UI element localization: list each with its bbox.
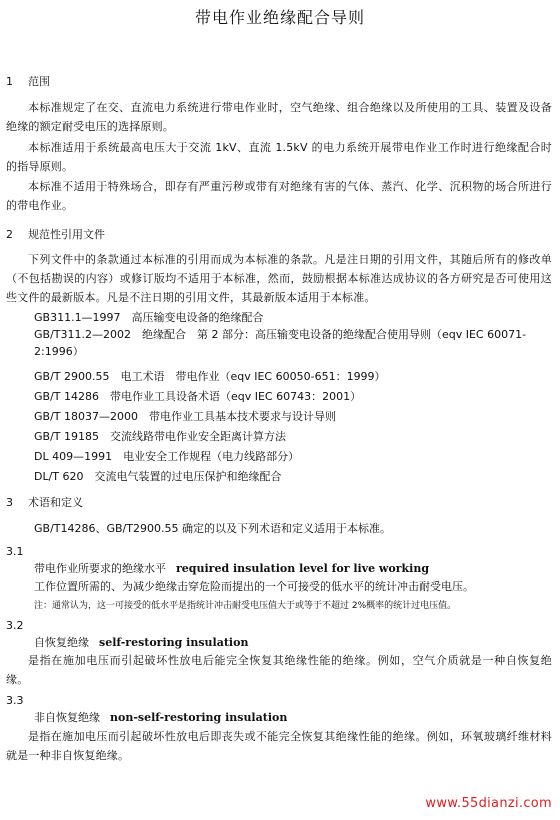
section-number: 3 — [6, 496, 13, 509]
section-1-paragraph-3: 本标准不适用于特殊场合，即存有严重污秽或带有对绝缘有害的气体、蒸汽、化学、沉积物的场合所进行的带电作业。 — [6, 180, 552, 212]
section-3-heading — [6, 496, 83, 510]
section-title: 范围 — [28, 75, 50, 88]
reference-item: GB/T 19185 交流线路带电作业安全距离计算方法 — [34, 430, 286, 443]
section-number: 1 — [6, 75, 13, 88]
section-number: 2 — [6, 228, 13, 241]
term-title — [34, 636, 248, 650]
reference-item: GB311.1—1997 高压输变电设备的绝缘配合 — [34, 311, 264, 324]
term-zh: 自恢复绝缘 — [34, 636, 89, 649]
reference-item: GB/T311.2—2002 绝缘配合 第 2 部分：高压输变电设备的绝缘配合使用导则（eqv IEC 60071-2:1996） — [34, 328, 527, 358]
section-title: 术语和定义 — [28, 496, 83, 509]
document-title: 带电作业绝缘配合导则 — [194, 8, 365, 27]
term-number: 3.2 — [6, 619, 24, 632]
term-definition: 工作位置所需的、为减少绝缘击穿危险而提出的一个可接受的低水平的统计冲击耐受电压。 — [34, 580, 474, 593]
site-watermark: www.55dianzi.com — [425, 796, 552, 811]
term-title — [34, 562, 429, 576]
reference-item: DL/T 620 交流电气装置的过电压保护和绝缘配合 — [34, 470, 282, 483]
term-title — [34, 711, 287, 725]
term-definition: 是指在施加电压而引起破坏性放电后能完全恢复其绝缘性能的绝缘。例如，空气介质就是一种自恢复绝缘。 — [6, 654, 552, 686]
section-1-heading — [6, 75, 50, 89]
term-number: 3.3 — [6, 694, 24, 707]
section-3-intro: GB/T14286、GB/T2900.55 确定的以及下列术语和定义适用于本标准。 — [34, 522, 391, 535]
term-note: 注：通常认为，这一可接受的低水平是指统计冲击耐受电压值大于或等于不超过 2%概率的统计过电压值。 — [34, 601, 457, 611]
term-en: required insulation level for live working — [176, 562, 430, 575]
term-en: self-restoring insulation — [99, 636, 249, 649]
section-title: 规范性引用文件 — [28, 228, 105, 241]
term-en: non-self-restoring insulation — [110, 711, 288, 724]
term-zh: 非自恢复绝缘 — [34, 711, 100, 724]
reference-item: GB/T 2900.55 电工术语 带电作业（eqv IEC 60050-651：1999） — [34, 370, 386, 383]
reference-item: GB/T 18037—2000 带电作业工具基本技术要求与设计导则 — [34, 410, 336, 423]
section-1-paragraph-2: 本标准适用于系统最高电压大于交流 1kV、直流 1.5kV 的电力系统开展带电作业工作时进行绝缘配合时的指导原则。 — [6, 141, 552, 173]
reference-item: GB/T 14286 带电作业工具设备术语（eqv IEC 60743：2001） — [34, 390, 362, 403]
reference-item-wrapped — [6, 326, 554, 360]
term-zh: 带电作业所要求的绝缘水平 — [34, 562, 166, 575]
reference-item: DL 409—1991 电业安全工作规程（电力线路部分） — [34, 450, 300, 463]
section-2-intro: 下列文件中的条款通过本标准的引用而成为本标准的条款。凡是注日期的引用文件，其随后所有的修改单（不包括勘误的内容）或修订版均不适用于本标准，然而，鼓励根据本标准达成协议的各方研究是否可使用这些文件的最新版本。凡是不注日期的引用文件，其最新版本适用于本标准。 — [6, 253, 552, 304]
term-number: 3.1 — [6, 545, 24, 558]
term-definition: 是指在施加电压而引起破坏性放电后即丧失或不能完全恢复其绝缘性能的绝缘。例如，环氧玻璃纤维材料就是一种非自恢复绝缘。 — [6, 730, 552, 762]
section-2-heading — [6, 228, 105, 242]
section-1-paragraph-1: 本标准规定了在交、直流电力系统进行带电作业时，空气绝缘、组合绝缘以及所使用的工具、装置及设备绝缘的额定耐受电压的选择原则。 — [6, 101, 552, 133]
